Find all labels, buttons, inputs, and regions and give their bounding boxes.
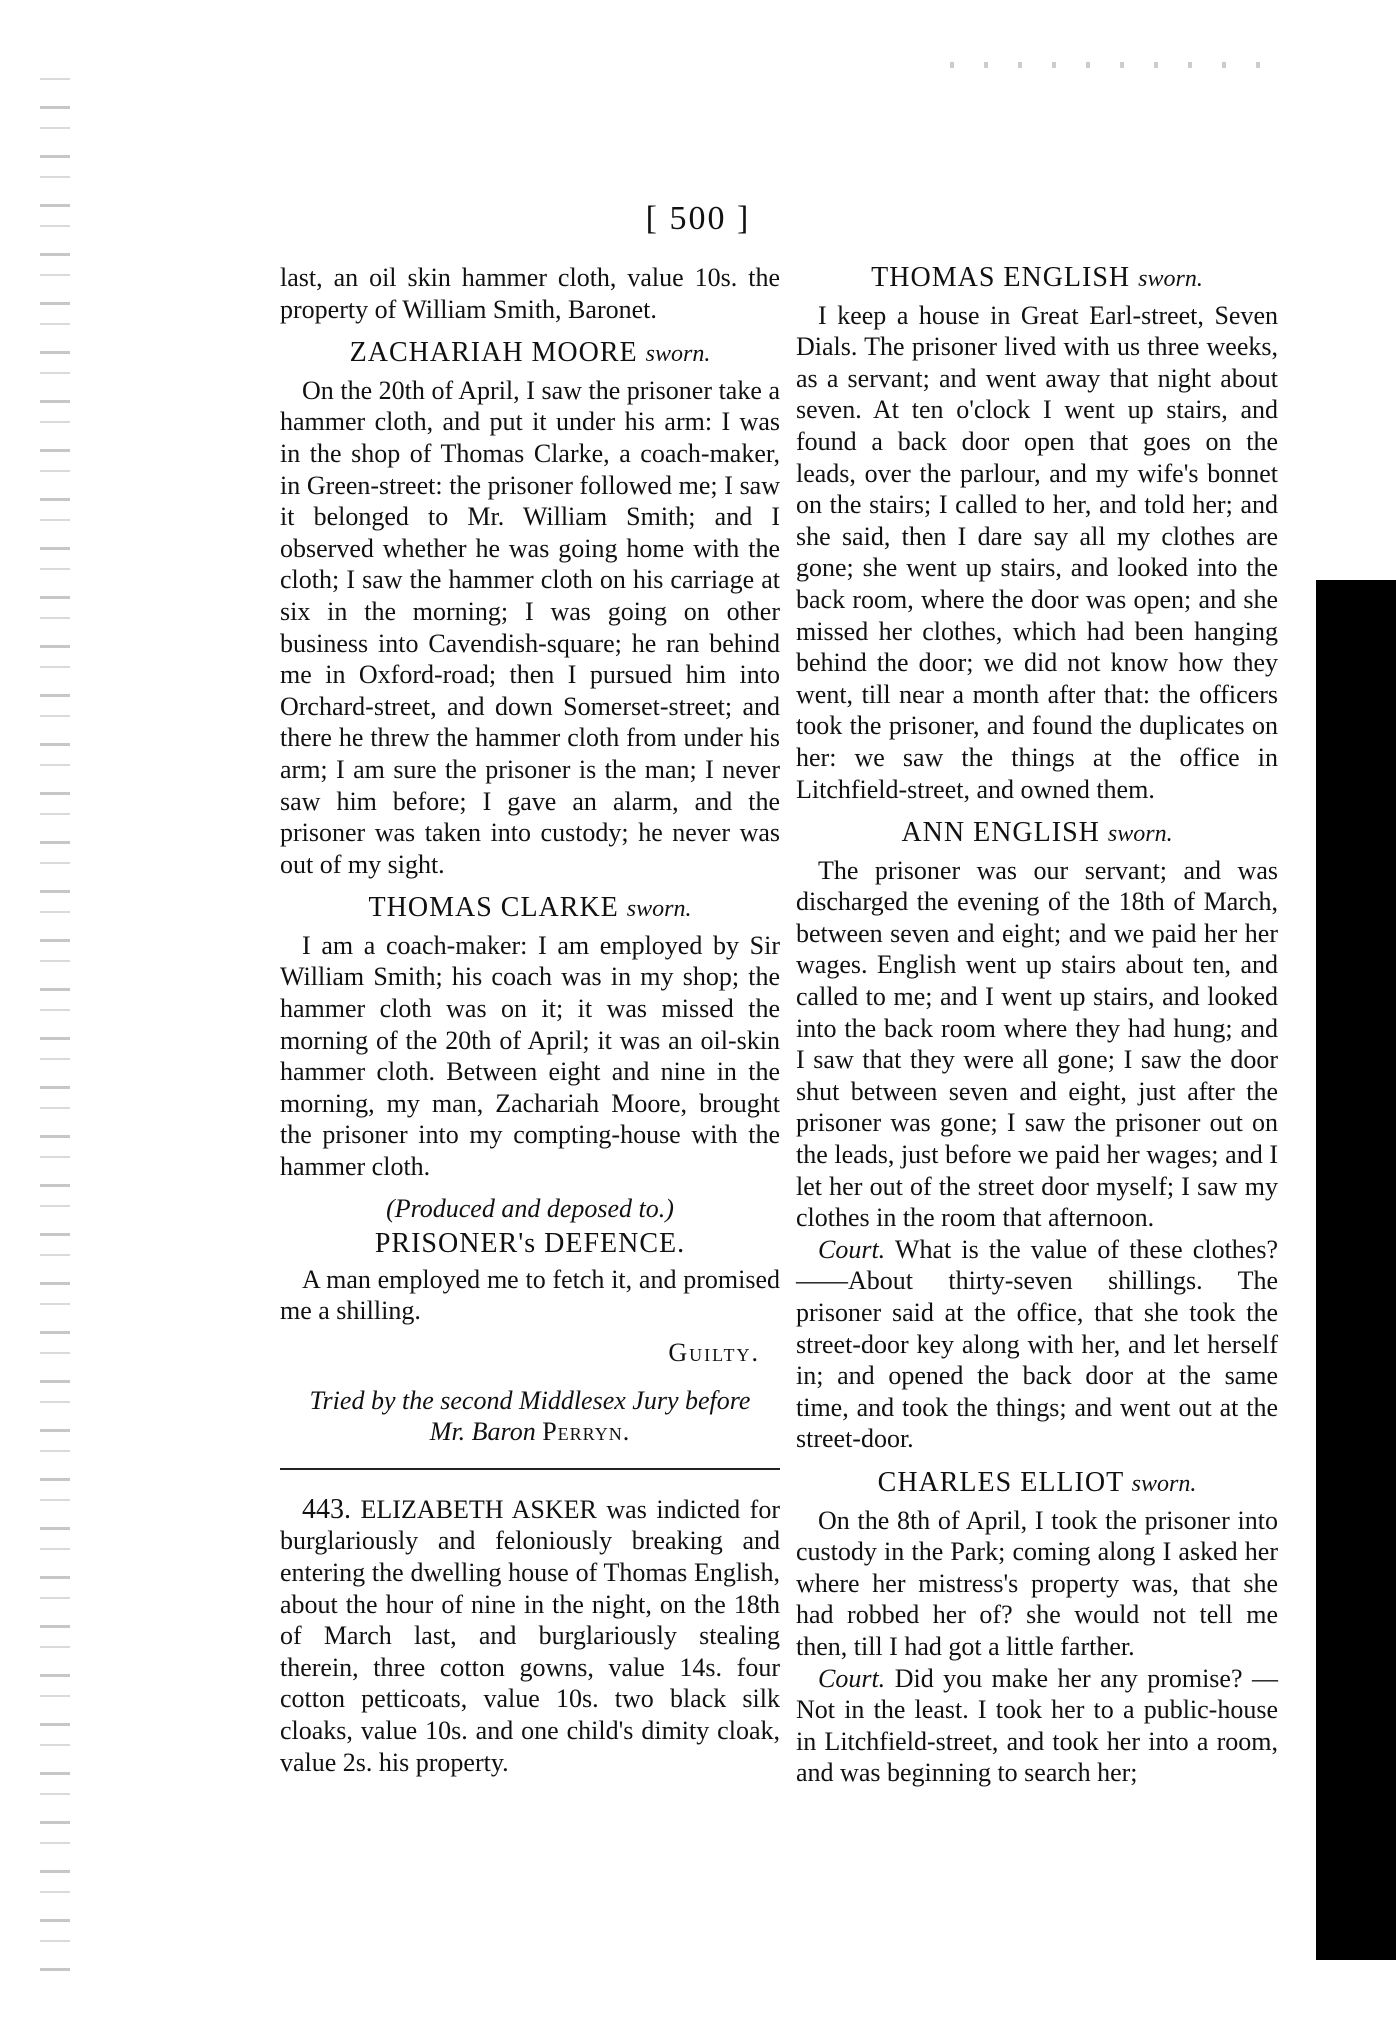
sworn-label: sworn. [645,341,711,368]
testimony: I am a coach-maker: I am employed by Sir William Smith; his coach was in my shop; the hammer cloth was on it; it was missed the morning of the 20th of April; it was an oil-skin hammer cloth. Between eight and nine in the morning, my man, Zachariah Moore, brought the prisoner into my compting-house with the hammer cloth. [280,930,780,1182]
court-text: Did you make her any promise? —Not in the least. I took her to a public-house in Litchfield-street, and took her into a room, and was beginning to search her; [796,1663,1278,1788]
indictment [280,1494,780,1778]
scan-margin-artifact [40,60,70,1980]
testimony: The prisoner was our servant; and was discharged the evening of the 18th of March, between seven and eight; and we paid her her wages. English went up stairs about ten, and called to me; and I went up stairs, and looked into the back room where they had hung; and I saw that they were all gone; I saw the door shut between seven and eight, just after the prisoner was gone; I saw the prisoner out on the leads, just before we paid her wages; and I let her out of the street door myself; I saw my clothes in the room that afternoon. [796,855,1278,1233]
scan-edge-shadow [1316,580,1396,1960]
testimony: On the 8th of April, I took the prisoner into custody in the Park; coming along I asked her where her mistress's property was, that she had robbed her of? she would not tell me then, till I had got a little farther. [796,1505,1278,1661]
court-label: Court. [818,1234,886,1264]
paragraph: last, an oil skin hammer cloth, value 10s. the property of William Smith, Baronet. [280,263,780,324]
testimony: On the 20th of April, I saw the prisoner take a hammer cloth, and put it under his arm: I was in the shop of Thomas Clarke, a coach-maker, in Green-street: the prisoner followed me; I saw it belonged to Mr. William Smith; and I observed whether he was going home with the cloth; I saw the hammer cloth on his carriage at six in the morning; I was going on other business into Cavendish-square; he ran behind me in Oxford-road; then I pursued him into Orchard-street, and down Somerset-street; and there he threw the hammer cloth from under his arm; I am sure the prisoner is the man; I never saw him before; I gave an alarm, and the prisoner was taken into custody; he never was out of my sight. [280,375,780,879]
indictment-text: ELIZABETH ASKER was indicted for burglariously and feloniously breaking and entering the dwelling house of Thomas English, about the hour of nine in the night, on the 18th of March last, and burglariously stealing therein, three cotton gowns, value 14s. four cotton petticoats, value 10s. two black silk cloaks, value 10s. and one child's dimity cloak, value 2s. his property. [280,1494,780,1777]
verdict: Guilty. [668,1338,760,1367]
court-exchange [796,1663,1278,1789]
testimony: I keep a house in Great Earl-street, Seven Dials. The prisoner lived with us three weeks, as a servant; and went away that night about seven. At ten o'clock I went up stairs, and found a back door open that goes on the leads, over the parlour, and my wife's bonnet on the stairs; I called to her, and told her; and she said, then I dare say all my clothes are gone; she went up stairs, and looked into the back room, where the door was open; and she missed her clothes, which had been hanging behind the door; we did not know how they went, till near a month after that: the officers took the prisoner, and found the duplicates on her: we saw the things at the office in Litchfield-street, and owned them. [796,300,1278,804]
trial-note-line: Mr. Baron [429,1417,536,1447]
scan-top-artifact [920,62,1260,68]
trial-note-line: Tried by the second Middlesex Jury before [309,1385,751,1415]
defence-text: A man employed me to fetch it, and promised me a shilling. [280,1264,780,1326]
witness-heading [796,1467,1278,1501]
witness-name: THOMAS ENGLISH [871,262,1131,293]
left-column [280,262,780,1778]
sworn-label: sworn. [1131,1470,1197,1497]
trial-note [280,1385,780,1448]
witness-heading [796,262,1278,296]
right-column [796,262,1278,1789]
witness-heading [280,892,780,926]
case-number: 443. [302,1493,351,1525]
sworn-label: sworn. [1138,266,1203,292]
witness-name: THOMAS CLARKE [368,892,619,924]
sworn-label: sworn. [1107,821,1173,848]
witness-heading [796,817,1278,851]
judge-name: Perryn. [542,1417,631,1447]
defence-heading: PRISONER's DEFENCE. [374,1228,686,1260]
section-divider [280,1468,780,1470]
witness-heading [280,337,780,371]
sworn-label: sworn. [626,896,692,923]
page-number: [ 500 ] [645,200,751,237]
court-text: What is the value of these clothes?——About thirty-seven shillings. The prisoner said at the office, that she took the street-door key along with her, and let herself in; and opened the back door at the same time, and took the things; and went out at the street-door. [796,1234,1278,1454]
witness-name: ZACHARIAH MOORE [349,337,638,369]
witness-name: ANN ENGLISH [901,817,1100,849]
witness-name: CHARLES ELLIOT [877,1466,1124,1498]
court-label: Court. [818,1663,886,1693]
court-exchange [796,1234,1278,1455]
produced-note: (Produced and deposed to.) [386,1193,674,1223]
